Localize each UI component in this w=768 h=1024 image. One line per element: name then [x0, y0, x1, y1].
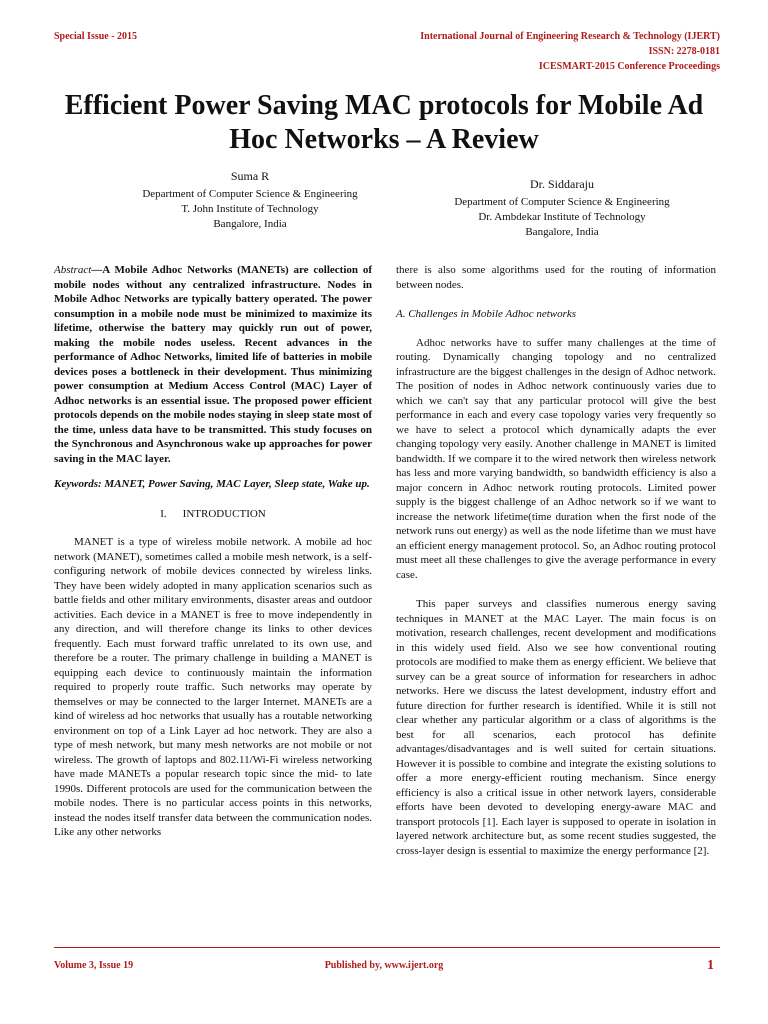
author-department: Department of Computer Science & Engineering: [142, 188, 358, 200]
header-proceedings: ICESMART-2015 Conference Proceedings: [538, 61, 720, 72]
author-location: Bangalore, India: [525, 226, 599, 238]
keywords: Keywords: MANET, Power Saving, MAC Layer, Sleep state, Wake up.: [54, 478, 370, 490]
section-title-initial: I: [182, 507, 187, 520]
section-number: I.: [160, 507, 167, 520]
survey-paragraph: This paper surveys and classifies numerous energy saving techniques in MANET at the MAC Layer. The main focus is on motivation, research challenges, recent development and modifications in this widely used field. Also we see how conventional routing protocols are modified to make them as energy efficient. We believe that survey can be a great source of information for researchers in adhoc networks. Here we discuss the latest development, industry effort and future direction for further research is identified. While it is still not clear whether any particular algorithm or a class of algorithms is the best for all scenarios, each protocol has definite advantages/disadvantages and is well suited for certain situations. However it is possible to combine and integrate the existing solutions to offer a more energy-efficient routing mechanism. Since energy efficiency is also a critical issue in other network layers, considerable efforts have been devoted to developing energy-aware MAC and transport protocols [1]. Each layer is supposed to operate in isolation in layered network architecture but, as some recent studies suggested, the cross-layer design is essential to maximize the energy performance [2].: [396, 598, 716, 857]
author-block-2: [412, 177, 712, 240]
footer-divider: [54, 947, 720, 948]
author-location: Bangalore, India: [213, 218, 287, 230]
author-department: Department of Computer Science & Engineering: [454, 196, 670, 208]
intro-paragraph-1: MANET is a type of wireless mobile network. A mobile ad hoc network (MANET), sometimes called a mobile mesh network, is a self-configuring network of mobile devices connected by wireless links. They have been widely adopted in many application scenarios such as battle fields and other military environments, disaster areas and outdoor activities. Each device in a MANET is free to move independently in any direction, and will therefore change its links to other devices frequently. Each must forward traffic unrelated to its own use, and therefore be a router. The primary challenge in building a MANET is equipping each device to continuously maintain the information required to properly route traffic. Such networks may operate by themselves or may be connected to the larger Internet. MANETs are a kind of wireless ad hoc networks that usually has a routable networking environment on top of a Link Layer ad hoc network. They are also a type of mesh network, but many mesh networks are not mobile or not wireless. The growth of laptops and 802.11/Wi-Fi wireless networking have made MANETs a popular research topic since the mid- to late 1990s. Different protocols are used for the communication between the mobile nodes. There is no particular access points in this networks, instead the nodes itself transfer data between the communication nodes. Like any other networks: [54, 536, 372, 838]
author-block-1: [120, 169, 380, 232]
author-institute: T. John Institute of Technology: [181, 203, 319, 215]
abstract-label: Abstract: [54, 264, 92, 276]
header-journal-name: International Journal of Engineering Research & Technology (IJERT): [420, 31, 720, 42]
header-issn: ISSN: 2278-0181: [648, 46, 720, 57]
left-column: [54, 263, 372, 840]
page-number: 1: [707, 958, 714, 973]
header-issue: Special Issue - 2015: [54, 31, 138, 42]
author-name: Dr. Siddaraju: [530, 177, 594, 191]
abstract: [54, 263, 372, 466]
author-institute: Dr. Ambdekar Institute of Technology: [478, 211, 646, 223]
section-heading-introduction: [54, 507, 372, 522]
right-column: [396, 263, 716, 858]
section-title-rest: NTRODUCTION: [186, 507, 266, 520]
author-name: Suma R: [230, 169, 270, 183]
footer-publisher: Published by, www.ijert.org: [324, 960, 444, 971]
header-journal: [420, 29, 720, 74]
intro-paragraph-1-continued: there is also some algorithms used for the routing of information between nodes.: [396, 264, 716, 291]
abstract-text: A Mobile Adhoc Networks (MANETs) are collection of mobile nodes without any centralized infrastructure. Nodes in Mobile Adhoc Networks are typically battery operated. The power consumption in a mobile node must be minimized to maximize its lifetime, otherwise the battery may quickly run out of power, making the mobile nodes useless. Recent advances in the performance of Adhoc Networks, limited life of batteries in mobile devices poses a bottleneck in their development. Thus minimizing power consumption at Medium Access Control (MAC) Layer of Adhoc networks is an essential issue. The proposed power efficient protocols depends on the mobile nodes staying in sleep state most of the time, unless data have to be transmitted. This study focuses on the Synchronous and Asynchronous wake up approaches for power saving in the MAC layer.: [54, 264, 372, 465]
abstract-dash: —: [91, 264, 103, 276]
footer-volume: Volume 3, Issue 19: [54, 960, 134, 971]
paper-title: Efficient Power Saving MAC protocols for Mobile Ad Hoc Networks – A Review: [64, 90, 704, 155]
subsection-heading-challenges: A. Challenges in Mobile Adhoc networks: [396, 308, 577, 320]
challenges-paragraph: Adhoc networks have to suffer many challenges at the time of routing. Dynamically changing topology and no centralized infrastructure are the biggest challenges in the design of Adhoc network. The position of nodes in Adhoc network continuously varies due to which we can't say that any particular protocol will give the best performance in each and every case topology varies very frequently so we have to select a protocol which dynamically adapts the ever changing topology very easily. Another challenge in MANET is limited bandwidth. If we compare it to the wired network then wireless network has less and more varying bandwidth, so bandwidth efficiency is also a major concern in Adhoc network routing protocols. Limited power supply is the biggest challenge of an Adhoc network so if we want to increase the network lifetime(time duration when the first node of the network runs out energy) as well as the node lifetime than we must have an efficient energy management protocol. So, an Adhoc routing protocol must meet all these challenges to give the average performance in every case.: [396, 336, 716, 581]
